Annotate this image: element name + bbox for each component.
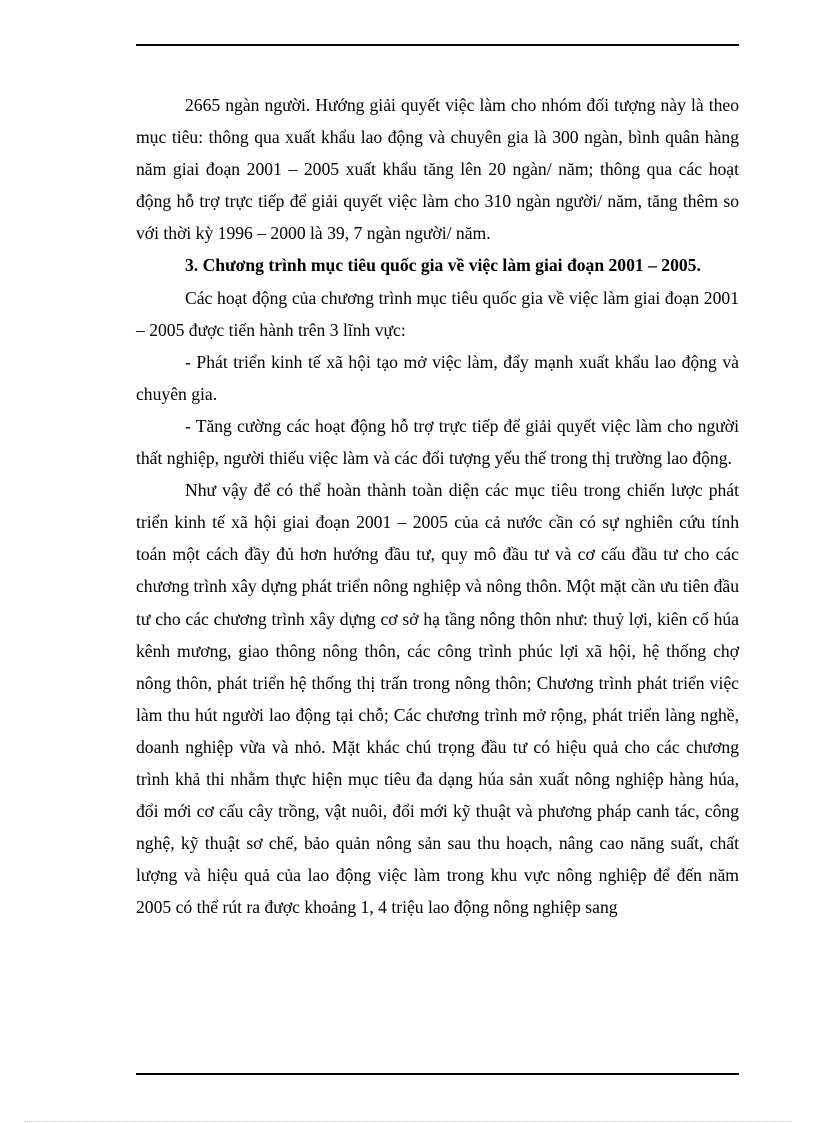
paragraph-continuation: 2665 ngàn người. Hướng giải quyết việc làm cho nhóm đối tượng này là theo mục tiêu: thông qua xuất khẩu lao động và chuyên gia là 300 ngàn, bình quân hàng năm giai đoạn 2001 – 2005 xuất khẩu tăng lên 20 ngàn/ năm; thông qua các hoạt động hỗ trợ trực tiếp để giải quyết việc làm cho 310 ngàn người/ năm, tăng thêm so với thời kỳ 1996 – 2000 là 39, 7 ngàn người/ năm. [136, 95, 739, 244]
page-boundary [24, 1121, 792, 1122]
footer-rule [136, 1073, 739, 1075]
list-item: - Tăng cường các hoạt động hỗ trợ trực tiếp để giải quyết việc làm cho người thất nghiệp, người thiếu việc làm và các đối tượng yếu thế trong thị trường lao động. [136, 415, 739, 469]
section-heading: 3. Chương trình mục tiêu quốc gia về việc làm giai đoạn 2001 – 2005. [185, 255, 701, 276]
header-rule [136, 44, 739, 46]
paragraph-intro: Các hoạt động của chương trình mục tiêu quốc gia về việc làm giai đoạn 2001 – 2005 được tiến hành trên 3 lĩnh vực: [136, 287, 739, 340]
document-body [136, 89, 739, 923]
list-item: - Phát triển kinh tế xã hội tạo mở việc làm, đẩy mạnh xuất khẩu lao động và chuyên gia. [136, 351, 739, 404]
paragraph-main: Như vậy để có thể hoàn thành toàn diện các mục tiêu trong chiến lược phát triển kinh tế xã hội giai đoạn 2001 – 2005 của cả nước cần có sự nghiên cứu tính toán một cách đầy đủ hơn hướng đầu tư, quy mô đầu tư và cơ cấu đầu tư cho các chương trình xây dựng phát triển nông nghiệp và nông thôn. Một mặt cần ưu tiên đầu tư cho các chương trình xây dựng cơ sở hạ tầng nông thôn như: thuỷ lợi, kiên cố húa kênh mương, giao thông nông thôn, các công trình phúc lợi xã hội, hệ thống chợ nông thôn, phát triển hệ thống thị trấn trong nông thôn; Chương trình phát triển việc làm thu hút người lao động tại chỗ; Các chương trình mở rộng, phát triển làng nghề, doanh nghiệp vừa và nhỏ. Mặt khác chú trọng đầu tư có hiệu quả cho các chương trình khả thi nhằm thực hiện mục tiêu đa dạng húa sản xuất nông nghiệp hàng húa, đổi mới cơ cấu cây trồng, vật nuôi, đổi mới kỹ thuật và phương pháp canh tác, công nghệ, kỹ thuật sơ chế, bảo quản nông sản sau thu hoạch, nâng cao năng suất, chất lượng và hiệu quả của lao động việc làm trong khu vực nông nghiệp để đến năm 2005 có thể rút ra được khoảng 1, 4 triệu lao động nông nghiệp sang [136, 480, 739, 918]
